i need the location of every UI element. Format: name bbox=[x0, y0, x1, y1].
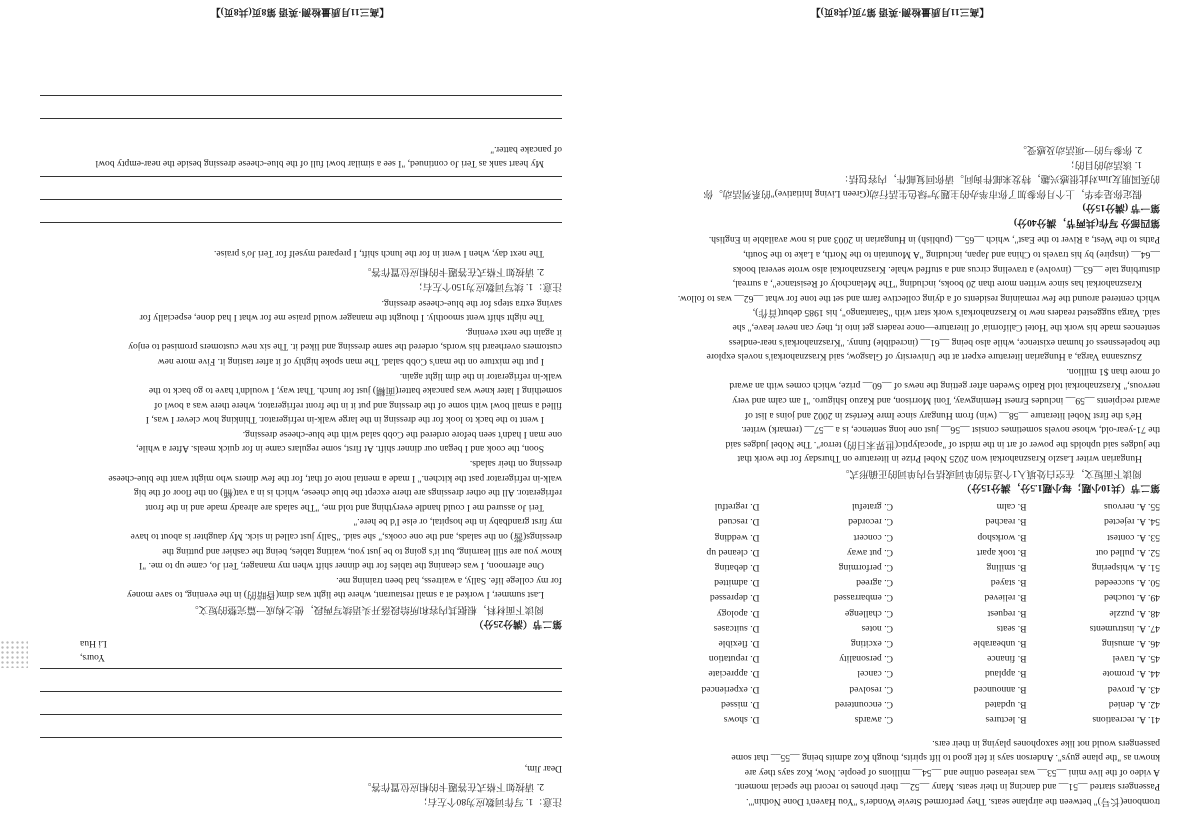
option-choice: B. relieved bbox=[984, 592, 1027, 604]
option-choice: 50. A. succeeded bbox=[1094, 577, 1160, 589]
option-choice: C. personality bbox=[839, 653, 893, 665]
option-row bbox=[626, 621, 1160, 636]
option-choice: 54. A. rejected bbox=[1104, 516, 1160, 528]
option-choice: C. grateful bbox=[851, 501, 893, 513]
passage-line: __64__ (inspire) by his travels to China and Japan, including "A Mountain to the North, a Lake to the South, bbox=[743, 249, 1160, 261]
option-choice: B. lectures bbox=[985, 714, 1027, 726]
option-row bbox=[626, 545, 1160, 560]
option-row bbox=[626, 529, 1160, 544]
option-choice: 51. A. whispering bbox=[1091, 562, 1160, 573]
answer-line bbox=[40, 118, 562, 141]
paragraph-two-start: My heart sank as Teri Jo continued, "I see a similar bowl full of the blue-cheese dressing beside the near-empty bowl bbox=[95, 158, 544, 170]
option-choice: D. reputation bbox=[708, 653, 760, 665]
story-line: dressing on their salads. bbox=[469, 458, 562, 470]
option-choice: C. awards bbox=[854, 714, 893, 726]
option-row bbox=[626, 666, 1160, 681]
story-line: Last summer, I worked at a small restaurant, where the light was dim(昏暗的) in the evening, to save money bbox=[126, 589, 544, 601]
option-choice: C. exciting bbox=[850, 638, 893, 650]
option-choice: C. challenge bbox=[845, 607, 893, 619]
option-choice: C. put away bbox=[846, 546, 893, 558]
passage-line: said. Varga suggested readers new to Krasznahorkai's work start with "Satantango", his 1985 debut(首作), bbox=[752, 307, 1160, 319]
story-line: I put the mixture on the man's Cobb salad. The man spoke highly of it after tasting it. Five more new bbox=[157, 355, 544, 367]
option-row bbox=[626, 605, 1160, 620]
story-line: filled a small bowl with some of the dressing and put it in the front refrigerator, where there was a bowl of bbox=[154, 399, 562, 411]
option-choice: 45. A. travel bbox=[1112, 653, 1160, 665]
story-line: it again the next evening. bbox=[465, 326, 562, 338]
signature: Li Hua bbox=[80, 637, 107, 649]
story-line: walk-in refrigerator in the dim light again. bbox=[399, 370, 562, 382]
answer-line bbox=[40, 95, 562, 118]
option-choice: B. workshop bbox=[977, 531, 1027, 543]
answer-line bbox=[40, 737, 562, 760]
option-choice: C. encountered bbox=[834, 698, 893, 710]
option-choice: D. missed bbox=[721, 698, 760, 710]
option-row bbox=[626, 499, 1160, 514]
option-choice: D. flexible bbox=[718, 638, 760, 650]
paragraph-one-start: The next day, when I went in for the lunch shift, I prepared myself for Teri Jo's praise. bbox=[213, 247, 544, 259]
page-footer: 【高三11月质量检测·英语 第8页(共8页)】 bbox=[210, 6, 390, 17]
option-choice: D. depressed bbox=[709, 592, 760, 604]
binding-dots bbox=[0, 640, 28, 668]
option-choice: D. rescued bbox=[718, 516, 760, 528]
option-choice: 52. A. pulled out bbox=[1095, 546, 1160, 558]
option-choice: B. took apart bbox=[976, 546, 1027, 558]
option-choice: C. resolved bbox=[849, 683, 893, 695]
option-choice: 55. A. nervous bbox=[1104, 501, 1160, 513]
option-choice: D. debating bbox=[714, 562, 760, 573]
option-choice: B. finance bbox=[987, 653, 1027, 665]
option-choice: 46. A. amusing bbox=[1101, 638, 1160, 650]
passage-line: Hungarian writer Laszlo Krasznahorkai won 2025 Nobel Prize in literature on Thursday for the work that bbox=[737, 453, 1142, 465]
option-row bbox=[626, 697, 1160, 712]
section-heading: 第二节（满分25分） bbox=[473, 618, 562, 630]
task-line: 假定你是李华，上个月你参加了你市举办的主题为"绿色生活行动(Green Living Initiative)"的系列活动。你 bbox=[703, 187, 1142, 199]
passage-line: which centered around the few remaining residents of a dying collective farm and set the tone for what __62__ was to follow. bbox=[677, 292, 1160, 304]
task-line: 的英国朋友Jim对此很感兴趣，特发来邮件询问。请你回复邮件，内容包括： bbox=[839, 173, 1160, 185]
paragraph-two-start: of pancake batter." bbox=[490, 143, 562, 155]
option-choice: D. wedding bbox=[714, 531, 760, 543]
option-choice: B. unbearable bbox=[973, 638, 1027, 650]
option-choice: 42. A. denied bbox=[1108, 698, 1160, 710]
writing-note: 注意：1. 写作词数应为80个左右； bbox=[418, 796, 562, 807]
section-heading: 第二节（共10小题；每小题1.5分，满分15分） bbox=[961, 481, 1160, 493]
answer-line bbox=[40, 668, 562, 691]
passage-line: passengers would not like saxophones playing in their ears. bbox=[932, 737, 1160, 749]
option-choice: 43. A. proved bbox=[1107, 683, 1160, 695]
options-list bbox=[626, 499, 1160, 727]
story-line: Soon, the cook and I began our dinner shift. At first, some regulars came in for quick meals. After a while, bbox=[136, 443, 544, 455]
option-choice: D. experienced bbox=[701, 683, 760, 695]
option-choice: 41. A. recreations bbox=[1092, 714, 1160, 726]
answer-line bbox=[40, 222, 562, 245]
passage-line: the hopelessness of human existence, while also being __61__ (incredible) funny. "Krasznahorkai's near-endless bbox=[728, 336, 1160, 348]
option-choice: D. apology bbox=[716, 607, 760, 619]
passage-line: Paths to the West, a River to the East", which __65__ (publish) in Hungarian in 2003 and is now available in English. bbox=[708, 234, 1160, 246]
task-point: 2. 你参与的一项活动及感受。 bbox=[1017, 144, 1142, 156]
story-line: my first grandbaby in the hospital, or else I'd be here." bbox=[353, 516, 562, 528]
option-choice: B. seats bbox=[996, 622, 1027, 634]
story-line: something I later knew was pancake batter(面糊) just for lunch. That way, I wouldn't have to go back to the bbox=[148, 385, 562, 397]
passage-line: Krasznahorkai has since written more than 20 books, including "The Melancholy of Resistance", a surreal, bbox=[732, 278, 1142, 290]
option-choice: B. applaud bbox=[984, 668, 1027, 680]
option-row bbox=[626, 575, 1160, 590]
part-heading: 第四部分 写作(共两节，满分40分) bbox=[1013, 216, 1160, 228]
task-point: 1. 该活动的目的； bbox=[1065, 158, 1142, 170]
salutation: Dear Jim, bbox=[524, 762, 562, 774]
section-instruction: 阅读下面短文，在空白处填入1个适当的单词或括号内单词的正确形式。 bbox=[839, 467, 1142, 479]
option-choice: D. regretful bbox=[714, 501, 760, 513]
passage-line: Passengers started __51__ and dancing in their seats. Many __52__ their phones to record the special moment. bbox=[734, 781, 1160, 793]
option-choice: D. suitcases bbox=[713, 622, 760, 634]
section-heading: 第一节 (满分15分) bbox=[1082, 201, 1160, 213]
option-choice: B. updated bbox=[984, 698, 1027, 710]
option-choice: B. announced bbox=[973, 683, 1027, 695]
passage-line: sentences made his work the 'Hotel California' of literature—once readers get into it, they can never leave," she bbox=[732, 322, 1160, 334]
answer-line bbox=[40, 714, 562, 737]
option-choice: C. concert bbox=[853, 531, 893, 543]
page-footer: 【高三11月质量检测·英语 第7页(共8页)】 bbox=[810, 6, 990, 17]
option-choice: B. reached bbox=[985, 516, 1027, 528]
option-row bbox=[626, 681, 1160, 696]
story-line: walk-in refrigerator past the kitchen." I made a mental note of that, for the few diners who might want the blue-cheese bbox=[108, 472, 562, 484]
option-choice: D. appreciate bbox=[708, 668, 760, 680]
writing-note: 2. 请按如下格式在答题卡的相应位置作答。 bbox=[361, 781, 544, 793]
option-row bbox=[626, 636, 1160, 651]
story-line: refrigerator. All the other dressings are there except the blue cheese, which is in a vat(桶) on the floor of the big bbox=[133, 487, 562, 499]
option-row bbox=[626, 560, 1160, 575]
option-choice: C. cancel bbox=[857, 668, 893, 680]
option-row bbox=[626, 590, 1160, 605]
option-choice: C. performing bbox=[838, 562, 893, 573]
option-choice: B. request bbox=[987, 607, 1027, 619]
passage-line: of more than $1 million. bbox=[1066, 365, 1160, 377]
passage-line: the 71-year-old, whose novels sometimes consist __56__ just one long sentence, is a __57__ (remark) writer. bbox=[741, 424, 1160, 436]
option-choice: 53. A. contest bbox=[1107, 531, 1160, 543]
option-row bbox=[626, 514, 1160, 529]
option-choice: D. cleaned up bbox=[706, 546, 760, 558]
passage-line: the judges said upholds the power of art in the midst of "apocalyptic(世界末日的) terror". The Nobel judges said bbox=[725, 438, 1160, 450]
passage-line: award recipients __59__ includes Ernest Hemingway, Toni Morrison, and Kazuo Ishiguro. "I am calm and very bbox=[732, 395, 1160, 407]
story-line: saving extra steps for the blue-cheese dressing. bbox=[381, 297, 562, 309]
answer-line bbox=[40, 176, 562, 199]
answer-line bbox=[40, 691, 562, 714]
option-choice: C. notes bbox=[861, 622, 893, 634]
passage-line: trombone(长号)" between the airplane seats. They performed Stevie Wonder's "You Haven't Done Nothin'". bbox=[746, 796, 1160, 807]
story-line: I went to the back to look for the dressing in the large walk-in refrigerator. Thinking how clever I was, I bbox=[145, 414, 544, 426]
story-line: one man I hadn't seen before ordered the Cobb salad with the blue-cheese dressing. bbox=[242, 428, 562, 440]
passage-line: A video of the live mini __53__ was released online and __54__ millions of people. Now, Koz says they are bbox=[744, 766, 1160, 778]
section-instruction: 阅读下面材料，根据其内容和所给段落开头语续写两段，使之构成一篇完整的短文。 bbox=[189, 604, 544, 616]
story-line: for my college life. Sally, a waitress, had been training me. bbox=[336, 574, 562, 586]
story-line: The night shift went smoothly. I thought the manager would praise me for what I had done, especially for bbox=[139, 312, 544, 324]
option-choice: D. shows bbox=[723, 714, 760, 726]
option-row bbox=[626, 651, 1160, 666]
page-seven bbox=[600, 0, 1200, 818]
option-choice: 44. A. promote bbox=[1102, 668, 1160, 680]
option-choice: C. agreed bbox=[856, 577, 893, 589]
option-choice: C. recorded bbox=[848, 516, 893, 528]
passage-line: Zsuzsanna Varga, a Hungarian literature expert at the University of Glasgow, said Krasznahorkai's novels explore bbox=[706, 351, 1142, 363]
option-choice: 49. A. touched bbox=[1104, 592, 1160, 604]
option-choice: B. calm bbox=[996, 501, 1027, 513]
passage-line: He's the first Nobel literature __58__ (win) from Hungary since Imre Kertész in 2002 and joins a list of bbox=[744, 409, 1142, 421]
story-line: customers overheard his words, ordered the same dressing and liked it. The six new customers promised to enjoy bbox=[128, 341, 562, 353]
option-choice: B. smiling bbox=[986, 562, 1027, 573]
story-line: Teri Jo assured me I could handle everything and told me, "The salads are already made and in the front bbox=[145, 501, 544, 513]
option-choice: D. admitted bbox=[714, 577, 760, 589]
option-choice: 48. A. puzzle bbox=[1109, 607, 1160, 619]
passage-line: known as "the plane guys". Anderson says it felt good to lift spirits, though Koz admits being __55__ that some bbox=[731, 752, 1160, 764]
option-choice: 47. A. instruments bbox=[1089, 622, 1160, 634]
story-line: dressings(酱) on the salads, and the one cooks," she said. "Sally just called in sick. My daughter is about to have bbox=[130, 531, 562, 543]
continuation-note: 2. 请按如下格式在答题卡的相应位置作答。 bbox=[361, 266, 544, 278]
option-choice: C. embarrassed bbox=[833, 592, 893, 604]
answer-line bbox=[40, 199, 562, 222]
story-line: One afternoon, I was cleaning the tables for the dinner shift when my manager, Teri Jo, came up to me. "I bbox=[139, 560, 544, 572]
closing: Yours, bbox=[80, 652, 105, 664]
story-line: know you are still learning, but it's going to be just you, waiting tables, being the cashier and putting the bbox=[162, 545, 562, 557]
passage-line: disturbing tale __63__ (involve) a traveling circus and a stuffed whale. Krasznahorkai also wrote several books bbox=[732, 263, 1160, 275]
continuation-note: 注意：1. 续写词数应为150个左右； bbox=[413, 280, 562, 292]
option-choice: B. stayed bbox=[990, 577, 1027, 589]
option-row bbox=[626, 712, 1160, 727]
passage-line: nervous," Krasznahorkai told Radio Sweden after getting the news of __60__ prize, which comes with an award bbox=[729, 380, 1160, 392]
